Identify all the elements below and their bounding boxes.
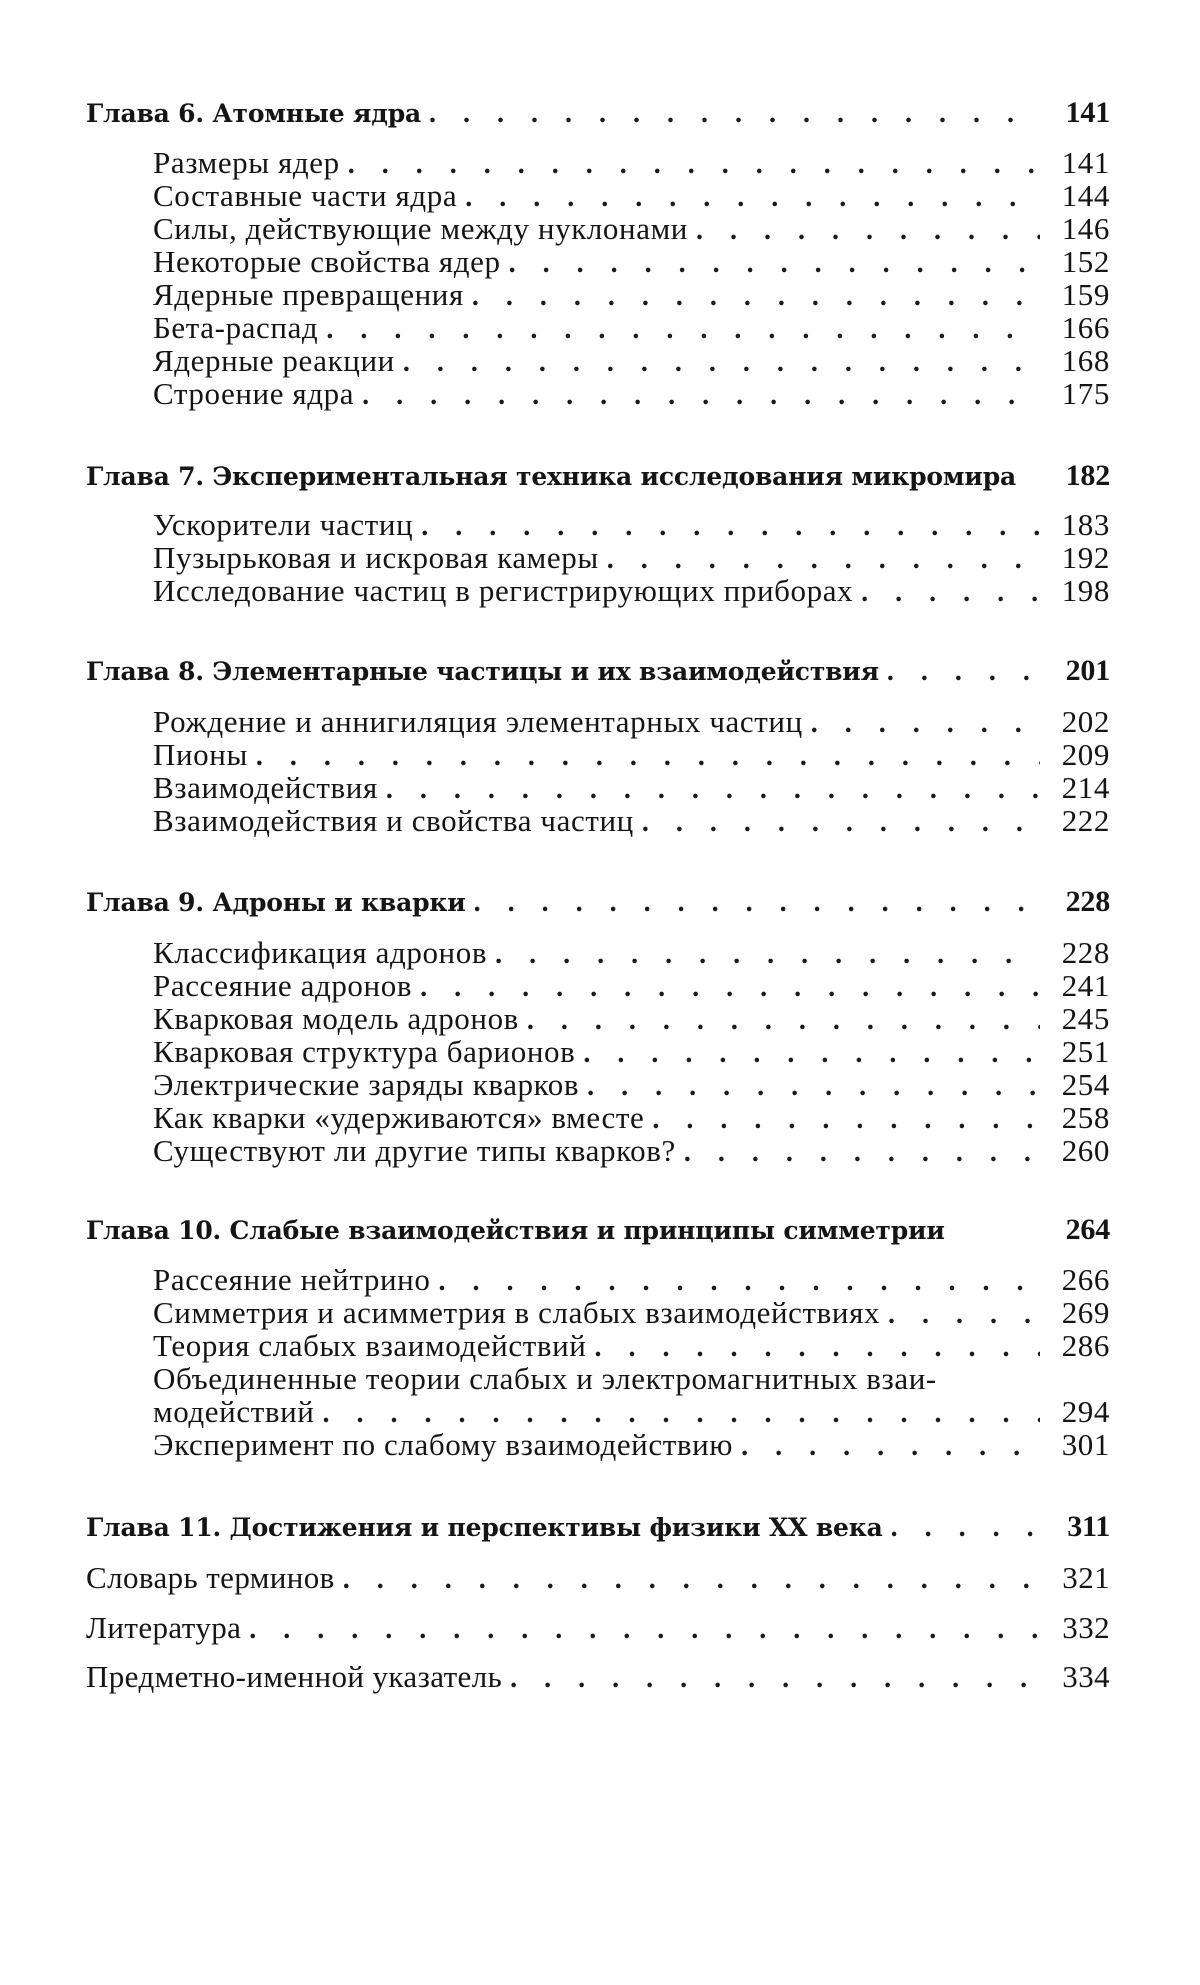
section-page-number: 152	[1048, 246, 1110, 277]
dot-leader	[696, 217, 1040, 245]
dot-leader	[811, 710, 1040, 738]
section-page-number: 166	[1048, 312, 1110, 343]
section-page-number: 251	[1048, 1036, 1110, 1067]
chapter-page-number: 228	[1048, 887, 1110, 917]
dot-leader	[362, 382, 1040, 410]
section-title: Ядерные реакции	[153, 345, 395, 376]
section-page-number: 241	[1048, 970, 1110, 1001]
section-page-number: 183	[1048, 509, 1110, 540]
toc-section[interactable]	[153, 1003, 1110, 1035]
toc-chapter-9[interactable]	[86, 887, 1110, 917]
chapter-title: Глава 11. Достижения и перспективы физики XX века	[86, 1515, 883, 1540]
toc-section[interactable]	[153, 213, 1110, 245]
section-title: Некоторые свойства ядер	[153, 246, 501, 277]
toc-chapter-6[interactable]	[86, 98, 1110, 128]
dot-leader	[642, 809, 1040, 837]
dot-leader	[386, 776, 1040, 804]
toc-section[interactable]	[153, 970, 1110, 1002]
chapter-page-number: 264	[1048, 1215, 1110, 1245]
toc-section[interactable]	[153, 706, 1110, 738]
section-page-number: 209	[1048, 739, 1110, 770]
section-title: Бета-распад	[153, 312, 318, 343]
toc-section[interactable]	[153, 246, 1110, 278]
toc-section[interactable]	[153, 1069, 1110, 1101]
dot-leader	[421, 513, 1040, 541]
dot-leader	[249, 1616, 1040, 1644]
section-page-number: 258	[1048, 1102, 1110, 1133]
chapter-page-number: 311	[1048, 1512, 1110, 1542]
dot-leader	[888, 1301, 1040, 1329]
chapter-title: Глава 8. Элементарные частицы и их взаимодействия	[86, 659, 879, 684]
glossary-page-number: 321	[1048, 1562, 1110, 1593]
toc-section[interactable]	[153, 772, 1110, 804]
toc-section[interactable]	[153, 575, 1110, 607]
toc-section[interactable]	[153, 1264, 1110, 1296]
toc-index[interactable]	[86, 1661, 1110, 1693]
references-page-number: 332	[1048, 1612, 1110, 1643]
section-page-number: 146	[1048, 213, 1110, 244]
toc-section[interactable]	[153, 1102, 1110, 1134]
section-title: Кварковая структура барионов	[153, 1036, 575, 1067]
toc-chapter-11[interactable]	[86, 1512, 1110, 1542]
index-page-number: 334	[1048, 1661, 1110, 1692]
section-page-number: 159	[1048, 279, 1110, 310]
section-title: Классификация адронов	[153, 937, 487, 968]
dot-leader	[465, 184, 1040, 212]
chapter-page-number: 182	[1048, 461, 1110, 491]
chapter-title: Глава 10. Слабые взаимодействия и принципы симметрии	[86, 1218, 945, 1243]
section-page-number: 301	[1048, 1429, 1110, 1460]
toc-chapter-7[interactable]	[86, 461, 1110, 491]
toc-references[interactable]	[86, 1612, 1110, 1644]
dot-leader	[403, 349, 1040, 377]
section-title: Взаимодействия	[153, 772, 378, 803]
section-title: Кварковая модель адронов	[153, 1003, 519, 1034]
section-page-number: 228	[1048, 937, 1110, 968]
dot-leader	[583, 1040, 1040, 1068]
references-title: Литература	[86, 1612, 241, 1643]
toc-section[interactable]	[153, 345, 1110, 377]
dot-leader	[891, 1514, 1040, 1542]
dot-leader	[343, 1566, 1040, 1594]
dot-leader	[527, 1007, 1040, 1035]
section-title: Рождение и аннигиляция элементарных частиц	[153, 706, 803, 737]
section-page-number: 254	[1048, 1069, 1110, 1100]
section-title: Существуют ли другие типы кварков?	[153, 1135, 676, 1166]
toc-section[interactable]	[153, 1135, 1110, 1167]
section-title: Ускорители частиц	[153, 509, 413, 540]
toc-section[interactable]	[153, 542, 1110, 574]
chapter-title: Глава 9. Адроны и кварки	[86, 890, 466, 915]
section-title: Составные части ядра	[153, 180, 457, 211]
toc-glossary[interactable]	[86, 1562, 1110, 1594]
section-title: Симметрия и асимметрия в слабых взаимодействиях	[153, 1297, 880, 1328]
section-title: Теория слабых взаимодействий	[153, 1330, 586, 1361]
toc-section[interactable]	[153, 279, 1110, 311]
toc-section[interactable]	[153, 1330, 1110, 1362]
dot-leader	[438, 1268, 1040, 1296]
dot-leader	[652, 1106, 1040, 1134]
section-page-number: 202	[1048, 706, 1110, 737]
section-page-number: 168	[1048, 345, 1110, 376]
section-title: Электрические заряды кварков	[153, 1069, 579, 1100]
section-page-number: 294	[1048, 1396, 1110, 1427]
dot-leader	[322, 1400, 1040, 1428]
chapter-page-number: 201	[1048, 656, 1110, 686]
toc-section[interactable]	[153, 147, 1110, 179]
dot-leader	[741, 1433, 1040, 1461]
section-page-number: 192	[1048, 542, 1110, 573]
toc-section[interactable]	[153, 378, 1110, 410]
toc-section[interactable]	[153, 937, 1110, 969]
dot-leader	[684, 1139, 1040, 1167]
section-title: Размеры ядер	[153, 147, 340, 178]
section-page-number: 260	[1048, 1135, 1110, 1166]
section-title: Как кварки «удерживаются» вместе	[153, 1102, 644, 1133]
section-title-line-2: модействий	[153, 1396, 314, 1427]
toc-section[interactable]	[153, 312, 1110, 344]
section-title: Пионы	[153, 739, 248, 770]
section-page-number: 222	[1048, 805, 1110, 836]
toc-chapter-8[interactable]	[86, 656, 1110, 686]
toc-section[interactable]	[153, 739, 1110, 771]
dot-leader	[429, 100, 1040, 128]
toc-section[interactable]	[153, 180, 1110, 212]
glossary-title: Словарь терминов	[86, 1562, 335, 1593]
toc-section[interactable]	[153, 1297, 1110, 1329]
toc-section[interactable]	[153, 1036, 1110, 1068]
section-page-number: 144	[1048, 180, 1110, 211]
index-title: Предметно-именной указатель	[86, 1661, 502, 1692]
section-title-line-1[interactable]: Объединенные теории слабых и электромагнитных взаи-	[153, 1363, 1043, 1394]
section-page-number: 175	[1048, 378, 1110, 409]
dot-leader	[887, 658, 1040, 686]
toc-chapter-10[interactable]	[86, 1215, 1110, 1245]
dot-leader	[607, 546, 1040, 574]
dot-leader	[474, 889, 1040, 917]
dot-leader	[495, 941, 1040, 969]
chapter-page-number: 141	[1048, 98, 1110, 128]
section-page-number: 286	[1048, 1330, 1110, 1361]
toc-section[interactable]	[153, 509, 1110, 541]
table-of-contents-page	[0, 0, 1200, 1985]
section-title: Ядерные превращения	[153, 279, 464, 310]
chapter-title: Глава 7. Экспериментальная техника исследования микромира	[86, 464, 1016, 489]
dot-leader	[587, 1073, 1040, 1101]
dot-leader	[326, 316, 1040, 344]
toc-section[interactable]	[153, 1396, 1110, 1428]
section-title: Строение ядра	[153, 378, 354, 409]
toc-section[interactable]	[153, 805, 1110, 837]
section-title: Исследование частиц в регистрирующих приборах	[153, 575, 853, 606]
dot-leader	[472, 283, 1040, 311]
dot-leader	[420, 974, 1040, 1002]
dot-leader	[348, 151, 1040, 179]
section-page-number: 198	[1048, 575, 1110, 606]
section-title: Эксперимент по слабому взаимодействию	[153, 1429, 733, 1460]
dot-leader	[861, 579, 1040, 607]
section-title: Пузырьковая и искровая камеры	[153, 542, 599, 573]
chapter-title: Глава 6. Атомные ядра	[86, 101, 421, 126]
section-page-number: 214	[1048, 772, 1110, 803]
dot-leader	[509, 250, 1040, 278]
section-page-number: 266	[1048, 1264, 1110, 1295]
section-page-number: 245	[1048, 1003, 1110, 1034]
toc-section[interactable]	[153, 1429, 1110, 1461]
section-title: Взаимодействия и свойства частиц	[153, 805, 634, 836]
section-title: Рассеяние нейтрино	[153, 1264, 430, 1295]
dot-leader	[594, 1334, 1040, 1362]
section-title: Рассеяние адронов	[153, 970, 412, 1001]
section-page-number: 269	[1048, 1297, 1110, 1328]
dot-leader	[510, 1665, 1040, 1693]
section-page-number: 141	[1048, 147, 1110, 178]
section-title: Силы, действующие между нуклонами	[153, 213, 688, 244]
dot-leader	[256, 743, 1040, 771]
